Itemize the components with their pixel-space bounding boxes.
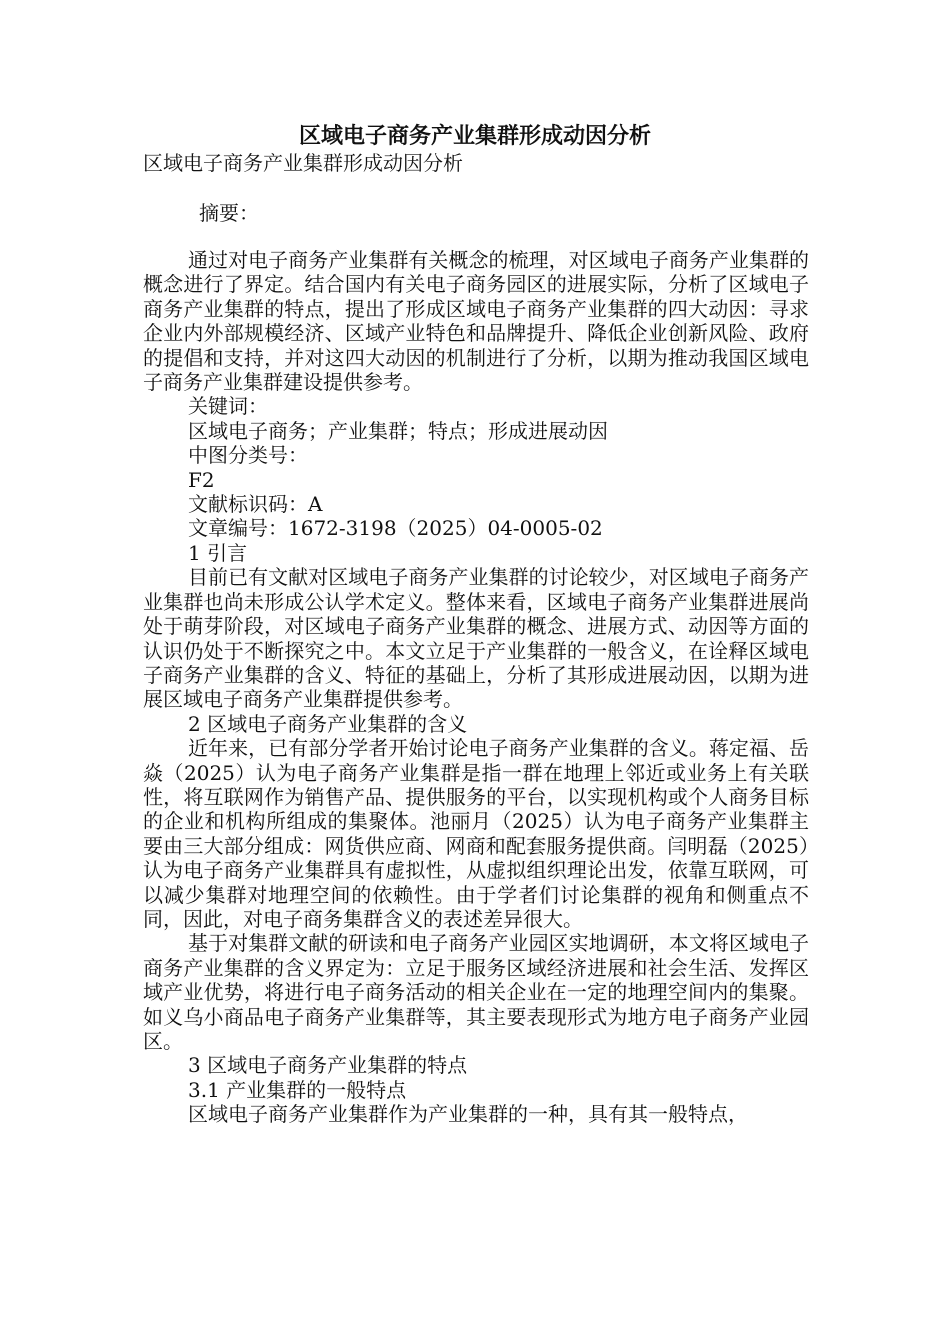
section-2-paragraph-2: 基于对集群文献的研读和电子商务产业园区实地调研，本文将区域电子商务产业集群的含义界定为：立足于服务区域经济进展和社会生活、发挥区域产业优势，将进行电子商务活动的相关企业在一定的地理空间内的集聚。如义乌小商品电子商务产业集群等，其主要表现形式为地方电子商务产业园区。 (143, 931, 809, 1053)
keywords: 区域电子商务；产业集群；特点；形成进展动因 (188, 418, 608, 443)
article-number: 文章编号：1672-3198（2025）04-0005-02 (188, 516, 603, 541)
keywords-label: 关键词： (188, 394, 268, 419)
document-title: 区域电子商务产业集群形成动因分析 (298, 123, 651, 149)
document-code: 文献标识码：A (188, 492, 323, 517)
section-1-heading: 1 引言 (188, 540, 248, 565)
clc-label: 中图分类号： (188, 443, 308, 468)
document-subtitle: 区域电子商务产业集群形成动因分析 (143, 151, 463, 175)
abstract-text: 通过对电子商务产业集群有关概念的梳理，对区域电子商务产业集群的概念进行了界定。结合国内有关电子商务园区的进展实际，分析了区域电子商务产业集群的特点，提出了形成区域电子商务产业集群的四大动因：寻求企业内外部规模经济、区域产业特色和品牌提升、降低企业创新风险、政府的提倡和支持，并对这四大动因的机制进行了分析，以期为推动我国区域电子商务产业集群建设提供参考。 (143, 248, 809, 395)
section-3-1-heading: 3.1 产业集群的一般特点 (188, 1077, 407, 1102)
section-2-paragraph-1: 近年来，已有部分学者开始讨论电子商务产业集群的含义。蒋定福、岳焱（2025）认为电子商务产业集群是指一群在地理上邻近或业务上有关联性，将互联网作为销售产品、提供服务的平台，以实现机构或个人商务目标的企业和机构所组成的集聚体。池丽月（2025）认为电子商务产业集群主要由三大部分组成：网货供应商、网商和配套服务提供商。闫明磊（2025）认为电子商务产业集群具有虚拟性，从虚拟组织理论出发，依靠互联网，可以减少集群对地理空间的依赖性。由于学者们讨论集群的视角和侧重点不同，因此，对电子商务集群含义的表述差异很大。 (143, 736, 809, 931)
document-body (143, 248, 809, 1127)
section-3-heading: 3 区域电子商务产业集群的特点 (188, 1053, 468, 1078)
section-2-heading: 2 区域电子商务产业集群的含义 (188, 711, 468, 736)
abstract-label: 摘要： (199, 201, 259, 225)
section-3-1-text: 区域电子商务产业集群作为产业集群的一种，具有其一般特点， (188, 1102, 748, 1127)
clc-value: F2 (188, 467, 215, 492)
section-1-text: 目前已有文献对区域电子商务产业集群的讨论较少，对区域电子商务产业集群也尚未形成公认学术定义。整体来看，区域电子商务产业集群进展尚处于萌芽阶段，对区域电子商务产业集群的概念、进展方式、动因等方面的认识仍处于不断探究之中。本文立足于产业集群的一般含义，在诠释区域电子商务产业集群的含义、特征的基础上，分析了其形成进展动因，以期为进展区域电子商务产业集群提供参考。 (143, 565, 809, 712)
